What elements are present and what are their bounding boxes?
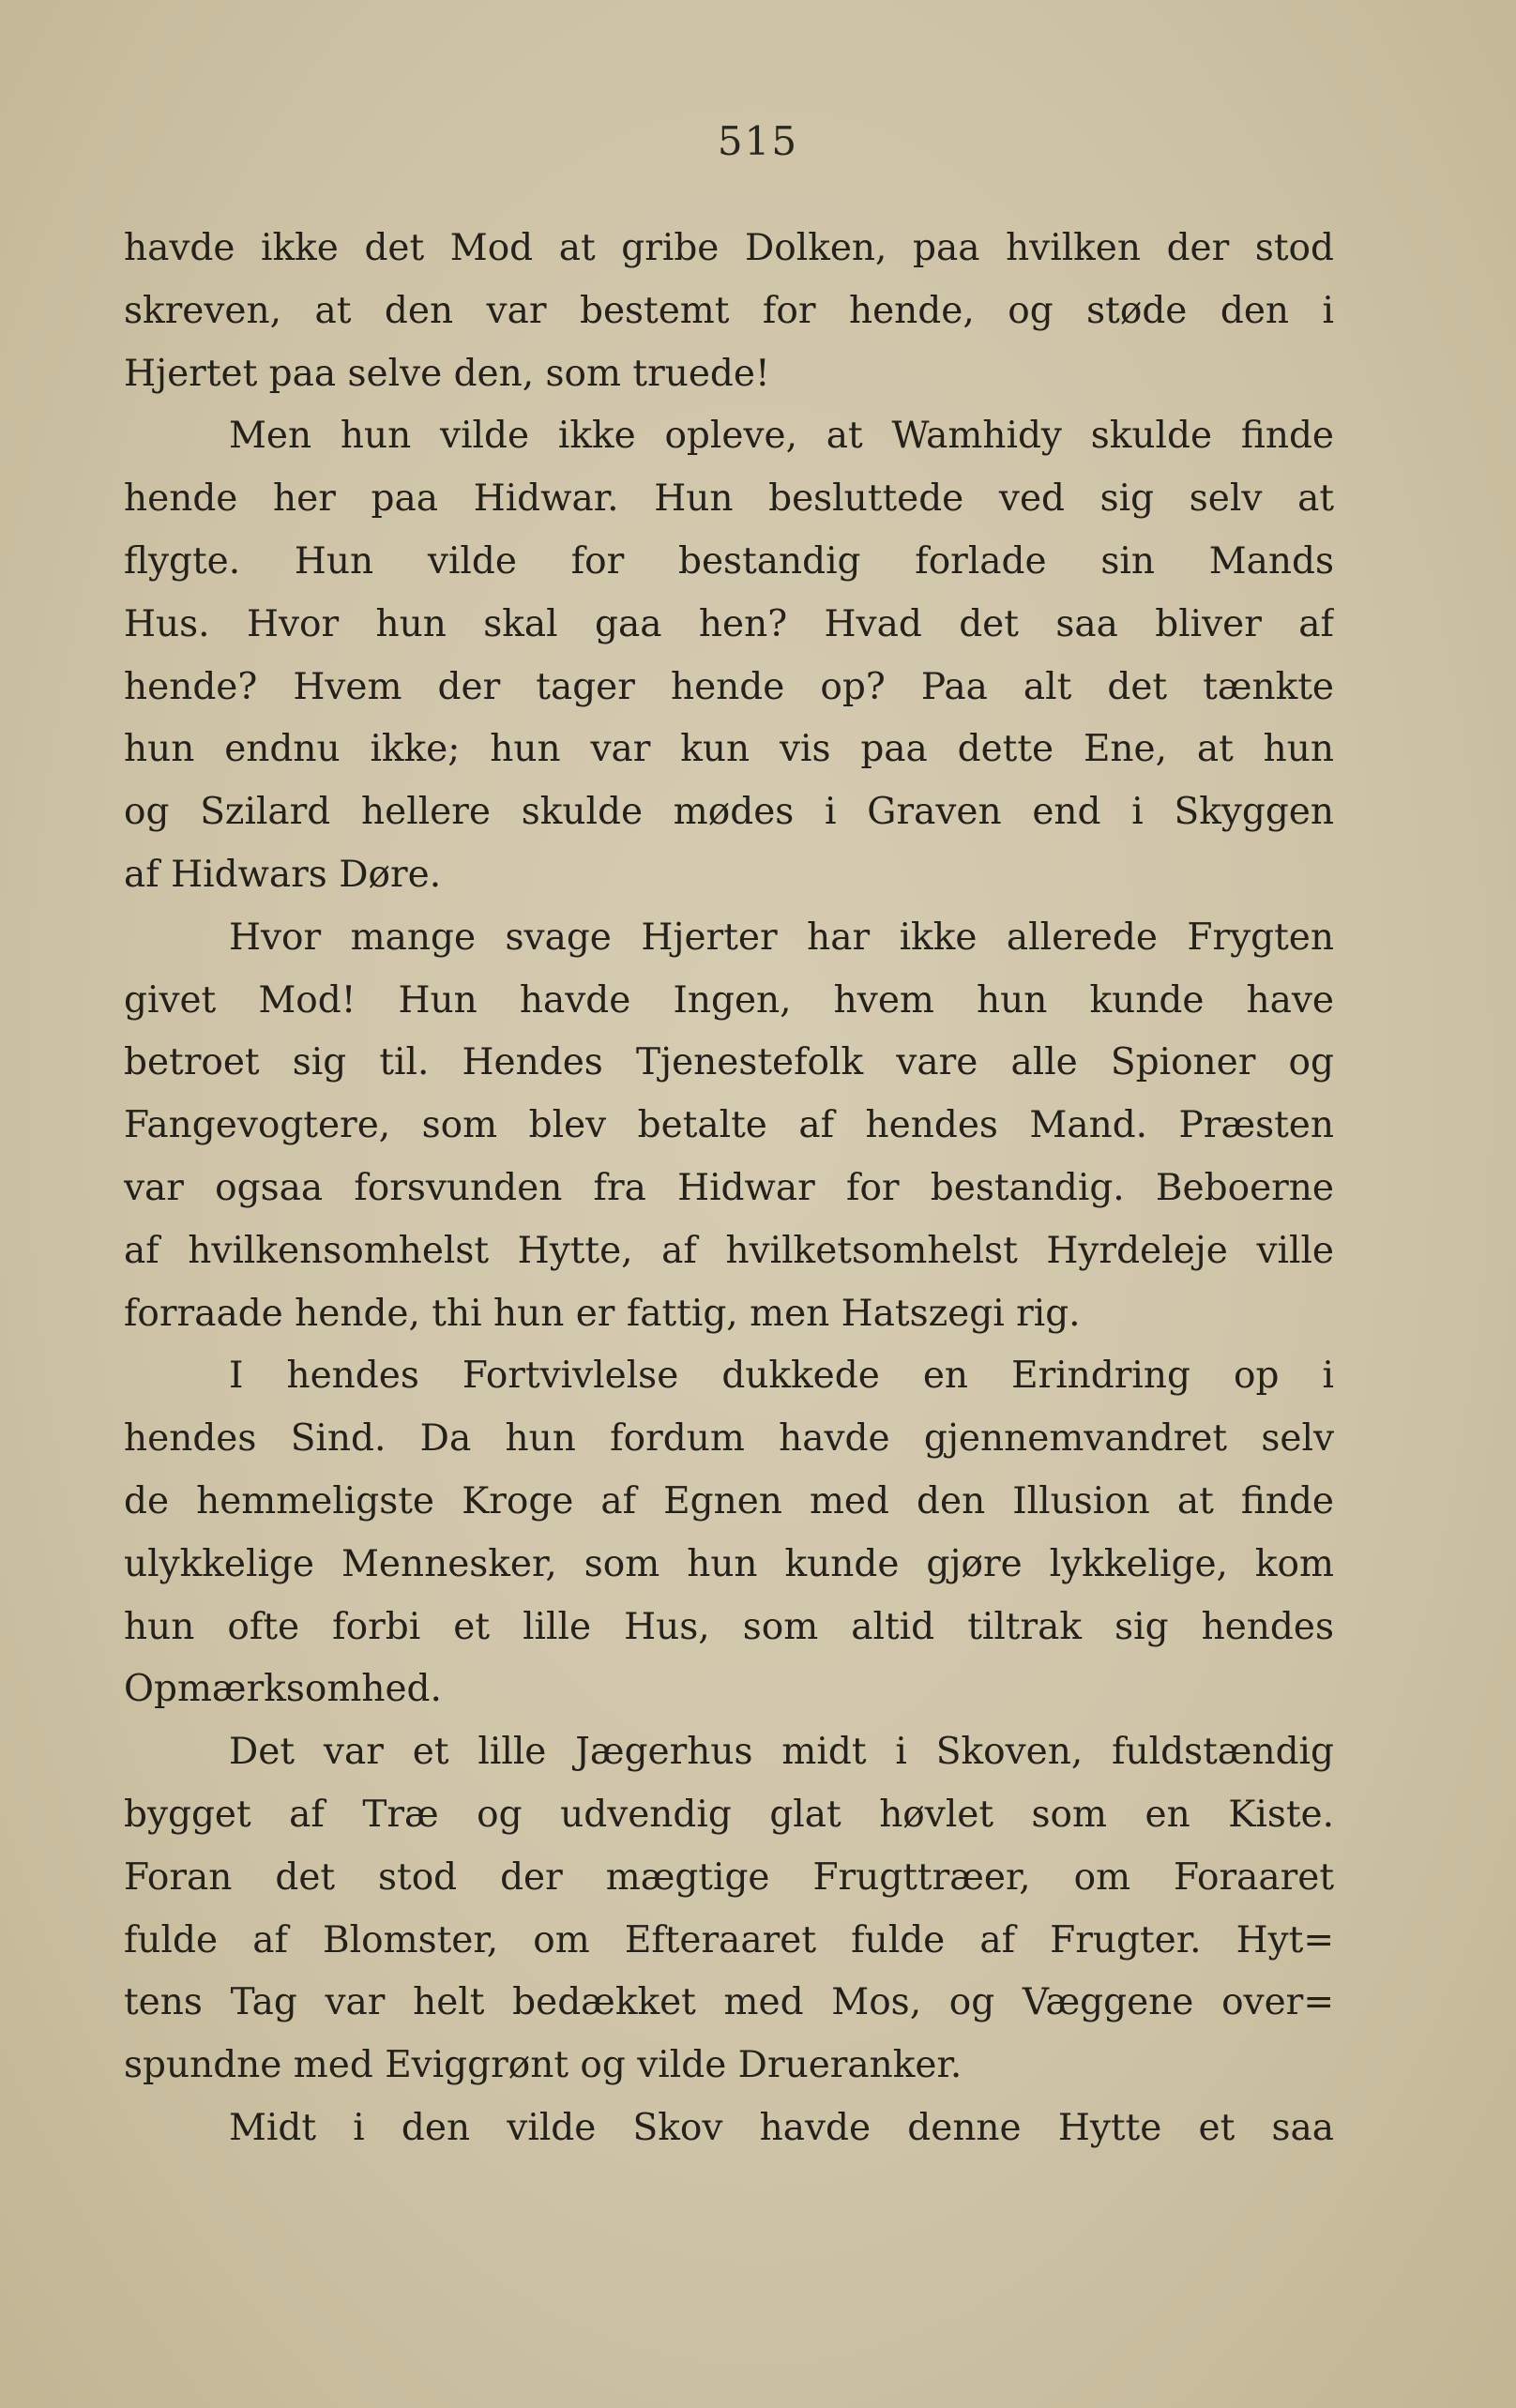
text-line: Opmærksomhed. <box>124 1668 442 1711</box>
text-line: Foran det stod der mægtige Frugttræer, om Foraaret <box>124 1855 1334 1899</box>
text-line: Fangevogtere, som blev betalte af hendes Mand. Præsten <box>124 1104 1334 1147</box>
text-line: hendes Sind. Da hun fordum havde gjennemvandret selv <box>124 1417 1334 1461</box>
text-line: skreven, at den var bestemt for hende, og støde den i <box>124 289 1334 332</box>
text-line: forraade hende, thi hun er fattig, men Hatszegi rig. <box>124 1292 1081 1335</box>
text-line: af Hidwars Døre. <box>124 853 442 896</box>
text-line: hende? Hvem der tager hende op? Paa alt det tænkte <box>124 665 1334 708</box>
text-line: Hus. Hvor hun skal gaa hen? Hvad det saa bliver af <box>124 602 1334 645</box>
text-line: I hendes Fortvivlelse dukkede en Erindring op i <box>229 1355 1334 1398</box>
text-line: hun ofte forbi et lille Hus, som altid tiltrak sig hendes <box>124 1605 1334 1648</box>
text-line: Midt i den vilde Skov havde denne Hytte et saa <box>229 2106 1334 2149</box>
text-line: givet Mod! Hun havde Ingen, hvem hun kunde have <box>124 978 1334 1022</box>
text-line: hun endnu ikke; hun var kun vis paa dette Ene, at hun <box>124 728 1334 771</box>
text-line: var ogsaa forsvunden fra Hidwar for bestandig. Beboerne <box>124 1166 1334 1209</box>
text-line: Men hun vilde ikke opleve, at Wamhidy skulde finde <box>229 415 1334 458</box>
text-line: spundne med Eviggrønt og vilde Drueranker. <box>124 2044 963 2087</box>
text-line: ulykkelige Mennesker, som hun kunde gjøre lykkelige, kom <box>124 1542 1334 1585</box>
text-line: Hvor mange svage Hjerter har ikke allerede Frygten <box>229 916 1334 959</box>
text-line: fulde af Blomster, om Efteraaret fulde af Frugter. Hyt= <box>124 1918 1334 1961</box>
page-number: 515 <box>717 118 799 164</box>
text-line: og Szilard hellere skulde mødes i Graven end i Skyggen <box>124 791 1334 834</box>
text-line: Hjertet paa selve den, som truede! <box>124 352 770 395</box>
text-line: af hvilkensomhelst Hytte, af hvilketsomhelst Hyrdeleje ville <box>124 1229 1334 1272</box>
body-text <box>124 218 1334 2160</box>
text-line: havde ikke det Mod at gribe Dolken, paa hvilken der stod <box>124 227 1334 269</box>
text-line: betroet sig til. Hendes Tjenestefolk vare alle Spioner og <box>124 1041 1334 1084</box>
text-line: bygget af Træ og udvendig glat høvlet som en Kiste. <box>124 1793 1334 1836</box>
text-line: tens Tag var helt bedækket med Mos, og Væggene over= <box>124 1981 1334 2024</box>
text-line: hende her paa Hidwar. Hun besluttede ved sig selv at <box>124 477 1334 521</box>
text-line: Det var et lille Jægerhus midt i Skoven, fuldstændig <box>229 1731 1334 1774</box>
text-line: de hemmeligste Kroge af Egnen med den Illusion at finde <box>124 1479 1334 1522</box>
text-line: flygte. Hun vilde for bestandig forlade sin Mands <box>124 539 1334 583</box>
